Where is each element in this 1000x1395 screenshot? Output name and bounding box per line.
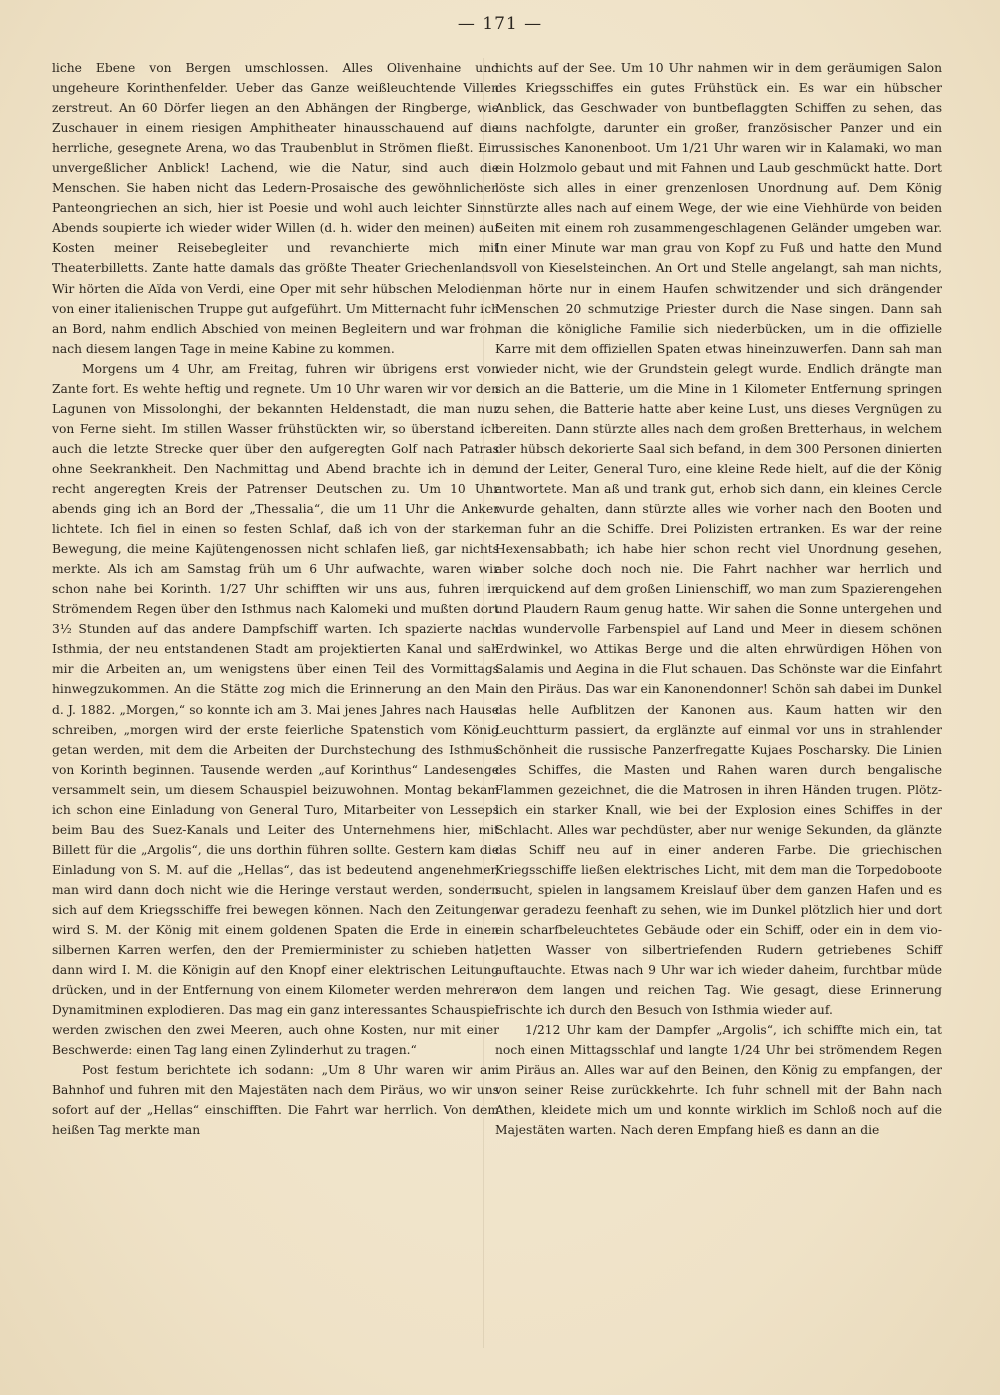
paragraph: Post festum berichtete ich sodann: „Um 8 Uhr waren wir am Bahnhof und fuhren mit den Majestäten nach dem Piräus, wo wir uns sofort auf der „Hellas“ einschifften. Die Fahrt war herrlich. Von dem heißen Tag merkte man	[52, 1063, 499, 1138]
paragraph: 1/212 Uhr kam der Dampfer „Argolis“, ich schiffte mich ein, tat noch einen Mittagsschlaf und langte 1/24 Uhr bei strömendem Regen im Piräus an. Alles war auf den Beinen, den König zu empfangen, der von seiner Reise zurückkehrte. Ich fuhr schnell mit der Bahn nach Athen, kleidete mich um und konnte wirklich im Schloß noch auf die Majestäten warten. Nach deren Empfang hieß es dann an die	[495, 1023, 942, 1138]
paragraph: liche Ebene von Bergen umschlossen. Alles Olivenhaine und ungeheure Korinthenfelder. Ueber das Ganze weißleuchtende Villen zerstreut. An 60 Dörfer liegen an den Abhängen der Ringberge, wie Zuschauer in einem riesigen Amphitheater hinausschauend auf die herrliche, gesegnete Arena, wo das Traubenblut in Strömen fließt. Ein unvergeßlicher Anblick! Lachend, wie die Natur, sind auch die Menschen. Sie haben nicht das Ledern-Prosaische des gewöhnlichen Panteongriechen an sich, hier ist Poesie und wohl auch leichter Sinn. Abends soupierte ich wieder wider Willen (d. h. wider den meinen) auf Kosten meiner Reisebegleiter und revanchierte mich mit Theaterbilletts. Zante hatte damals das größte Theater Griechenlands. Wir hörten die Aïda von Verdi, eine Oper mit sehr hübschen Melodien, von einer italienischen Truppe gut aufgeführt. Um Mitternacht fuhr ich an Bord, nahm endlich Abschied von meinen Begleitern und war froh, nach diesem langen Tage in meine Kabine zu kommen.	[52, 61, 499, 356]
right-column	[495, 58, 942, 1141]
paragraph: Morgens um 4 Uhr, am Freitag, fuhren wir übrigens erst von Zante fort. Es wehte heftig und regnete. Um 10 Uhr waren wir vor den Lagunen von Missolonghi, der bekannten Heldenstadt, die man nur von Ferne sieht. Im stillen Wasser frühstückten wir, so überstand ich auch die letzte Strecke quer über den aufgeregten Golf nach Patras ohne Seekrankheit. Den Nachmittag und Abend brachte ich in dem recht angeregten Kreis der Patrenser Deutschen zu. Um 10 Uhr abends ging ich an Bord der „Thessalia“, die um 11 Uhr die Anker lichtete. Ich fiel in einen so festen Schlaf, daß ich von der starken Bewegung, die meine Kajütengenossen nicht schlafen ließ, gar nichts merkte. Als ich am Samstag früh um 6 Uhr aufwachte, waren wir schon nahe bei Korinth. 1/27 Uhr schifften wir uns aus, fuhren in Strömendem Regen über den Isthmus nach Kalomeki und mußten dort 3½ Stunden auf das andere Dampfschiff warten. Ich spazierte nach Isthmia, der neu entstandenen Stadt am projektierten Kanal und sah mir die Arbeiten an, um wenigstens über einen Teil des Vormittags hinwegzukommen. An die Stätte zog mich die Erinnerung an den Mai d. J. 1882. „Morgen,“ so konnte ich am 3. Mai jenes Jahres nach Hause schreiben, „morgen wird der erste feierliche Spatenstich vom König getan werden, mit dem die Arbeiten der Durchstechung des Isthmus von Korinth beginnen. Tausende werden „auf Korinthus“ Landesenge versammelt sein, um diesem Schauspiel beizuwohnen. Montag bekam ich schon eine Einladung von General Turo, Mitarbeiter von Lesseps beim Bau des Suez-Kanals und Leiter des Unternehmens hier, mit Billett für die „Argolis“, die uns dorthin führen sollte. Gestern kam die Einladung von S. M. auf die „Hellas“, das ist bedeutend angenehmer, man wird dann doch nicht wie die Heringe verstaut werden, sondern sich auf dem Kriegsschiffe frei bewegen können. Nach den Zeitungen wird S. M. der König mit einem goldenen Spaten die Erde in einen silbernen Karren werfen, den der Premierminister zu schieben hat; dann wird I. M. die Königin auf den Knopf einer elektrischen Leitung drücken, und in der Entfernung von einem Kilometer werden mehrere Dynamitminen explodieren. Das mag ein ganz interessantes Schauspiel werden zwischen den zwei Meeren, auch ohne Kosten, nur mit einer Beschwerde: einen Tag lang einen Zylinderhut zu tragen.“	[52, 361, 499, 1058]
paragraph: nichts auf der See. Um 10 Uhr nahmen wir in dem geräumigen Salon des Kriegsschiffes ein gutes Frühstück ein. Es war ein hübscher Anblick, das Geschwader von buntbeflaggten Schiffen zu sehen, das uns nachfolgte, darunter ein großer, französischer Panzer und ein russisches Kanonenboot. Um 1/21 Uhr waren wir in Kalamaki, wo man ein Holzmolo gebaut und mit Fahnen und Laub geschmückt hatte. Dort löste sich alles in einer grenzenlosen Unordnung auf. Dem König stürzte alles nach auf einem Wege, der wie eine Viehhürde von beiden Seiten mit einem roh zusammengeschlagenen Geländer umgeben war. In einer Minute war man grau von Kopf zu Fuß und hatte den Mund voll von Kieselsteinchen. An Ort und Stelle angelangt, sah man nichts, man hörte nur in einem Haufen schwitzender und sich drängender Menschen 20 schmutzige Priester durch die Nase singen. Dann sah man die königliche Familie sich niederbücken, um in die offizielle Karre mit dem offiziellen Spaten etwas hineinzuwerfen. Dann sah man wieder nicht, wie der Grundstein gelegt wurde. Endlich drängte man sich an die Batterie, um die Mine in 1 Kilometer Entfernung springen zu sehen, die Batterie hatte aber keine Lust, uns dieses Vergnügen zu bereiten. Dann stürzte alles nach dem großen Bretterhaus, in welchem der hübsch dekorierte Saal sich befand, in dem 300 Personen dinierten und der Leiter, General Turo, eine kleine Rede hielt, auf die der König antwortete. Man aß und trank gut, erhob sich dann, ein kleines Cercle wurde gehalten, dann stürzte alles wie vorher nach den Booten und man fuhr an die Schiffe. Drei Polizisten ertranken. Es war der reine Hexensabbath; ich habe hier schon recht viel Unordnung gesehen, aber solche doch noch nie. Die Fahrt nachher war herrlich und erquickend auf dem großen Linienschiff, wo man zum Spazierengehen und Plaudern Raum genug hatte. Wir sahen die Sonne untergehen und das wundervolle Farbenspiel auf Land und Meer in diesem schönen Erdwinkel, wo Attikas Berge und die alten ehrwürdigen Höhen von Salamis und Aegina in die Flut schauen. Das Schönste war die Einfahrt in den Piräus. Das war ein Kanonendonner! Schön sah dabei im Dunkel das helle Aufblitzen der Kanonen aus. Kaum hatten wir den Leuchtturm passiert, da erglänzte auf einmal vor uns in strahlender Schönheit die russische Panzerfregatte Kujaes Poscharsky. Die Linien des Schiffes, die Masten und Rahen waren durch bengalische Flammen gezeichnet, die die Matrosen in ihren Händen trugen. Plötzlich ein starker Knall, wie bei der Explosion eines Schiffes in der Schlacht. Alles war pechdüster, aber nur wenige Sekunden, da glänzte das Schiff neu auf in einer anderen Farbe. Die griechischen Kriegsschiffe ließen elektrisches Licht, mit dem man die Torpedoboote sucht, spielen in langsamem Kreislauf über dem ganzen Hafen und es war geradezu feenhaft zu sehen, wie im Dunkel plötzlich hier und dort ein scharfbeleuchtetes Gebäude oder ein Schiff, oder ein in dem violetten Wasser von silbertriefenden Rudern getriebenes Schiff auftauchte. Etwas nach 9 Uhr war ich wieder daheim, furchtbar müde von dem langen und reichen Tag. Wie gesagt, diese Erinnerung frischte ich durch den Besuch von Isthmia wieder auf.	[495, 61, 942, 1018]
page-number: — 171 —	[457, 14, 543, 34]
column-divider	[483, 58, 484, 1348]
left-column	[52, 58, 499, 1141]
